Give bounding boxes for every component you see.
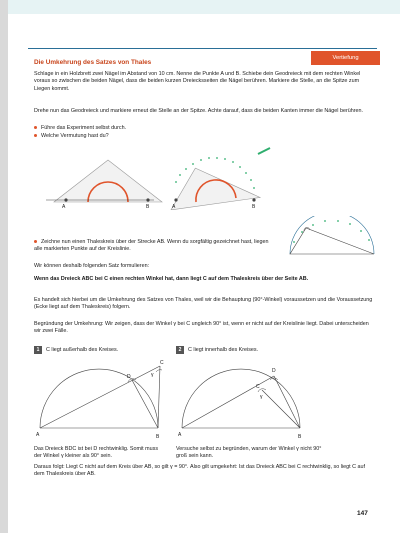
pencil-icon xyxy=(258,148,270,154)
bullet-2-text: Welche Vermutung hast du? xyxy=(41,133,109,139)
case-1-number: 1 xyxy=(34,346,42,354)
bullet-3-text: Zeichne nun einen Thaleskreis über der Strecke AB. Wenn du sorgfältig gezeichnet hast, liegen alle markierten Punkte auf der Kreislinie. xyxy=(34,239,269,253)
case-1-title: C liegt außerhalb des Kreises. xyxy=(46,347,119,353)
conclusion-lead: Wir können deshalb folgenden Satz formulieren: xyxy=(34,263,150,269)
nail-a-2 xyxy=(174,198,177,201)
top-band xyxy=(8,0,400,14)
bullet-1-text: Führe das Experiment selbst durch. xyxy=(41,125,127,131)
case-1-label-c: C xyxy=(160,360,164,366)
case-2-label-d: D xyxy=(272,368,276,374)
section-tab: Vertiefung xyxy=(311,51,380,65)
section-heading: Die Umkehrung des Satzes von Thales xyxy=(34,59,152,66)
intro-paragraph: Schlage in ein Holzbrett zwei Nägel im Abstand von 10 cm. Nenne die Punkte A und B. Schiebe dein Geodreieck mit dem rechten Winkel voraus so zwischen die beiden Nägel, dass die beiden kurzen Dreiecksseiten die Nägel berühren. Markiere die Stelle, an die Spitze zum Liegen kommt. xyxy=(34,71,361,92)
case-2-text: Versuche selbst zu begründen, warum der Winkel γ nicht 90° groß sein kann. xyxy=(176,446,322,460)
bullet-2 xyxy=(34,133,109,139)
thales-circle-figure xyxy=(286,216,378,258)
case-1-label-b: B xyxy=(156,434,160,440)
case-2-label-gamma: γ xyxy=(260,394,263,400)
reasoning: Begründung der Umkehrung: Wir zeigen, dass der Winkel γ bei C ungleich 90° ist, wenn er nicht auf der Kreislinie liegt. Dabei unterscheiden wir zwei Fälle. xyxy=(34,321,369,335)
bullet-3 xyxy=(34,239,274,254)
case-2-title: C liegt innerhalb des Kreises. xyxy=(188,347,259,353)
explanation: Es handelt sich hierbei um die Umkehrung des Satzes von Thales, weil wir die Behauptung (90°-Winkel) voraussetzen und die Voraussetzung (Ecke liegt auf dem Thaleskreis) folgern. xyxy=(34,297,373,311)
case-1-figure xyxy=(34,358,166,442)
bullet-dot xyxy=(34,126,37,129)
bullet-dot xyxy=(34,240,37,243)
final-conclusion: Daraus folgt: Liegt C nicht auf dem Kreis über AB, so gilt γ = 90°. Also gilt umgekehrt: Ist das Dreieck ABC bei C rechtwinklig, so liegt C auf dem Thaleskreis über AB. xyxy=(34,464,365,478)
case-1-label-gamma: γ xyxy=(151,372,154,378)
case-2-label-b: B xyxy=(298,434,302,440)
case-2-label-a: A xyxy=(178,432,182,438)
label-b-1: B xyxy=(146,204,150,210)
case-2-figure xyxy=(176,358,308,442)
case-1-label-d: D xyxy=(127,374,131,380)
nail-a xyxy=(64,198,67,201)
label-b-2: B xyxy=(252,204,256,210)
geodreieck-left xyxy=(46,160,162,202)
geodreieck-right xyxy=(166,160,260,210)
intro-paragraph-2: Drehe nun das Geodreieck und markiere erneut die Stelle an der Spitze. Achte darauf, dass die beiden Kanten immer die Nägel berühren. xyxy=(34,108,364,114)
label-a-2: A xyxy=(172,204,176,210)
case-1-label-a: A xyxy=(36,432,40,438)
case-2-number: 2 xyxy=(176,346,184,354)
page-number: 147 xyxy=(357,510,368,517)
top-rule xyxy=(28,48,377,49)
nail-b-2 xyxy=(252,198,255,201)
theorem: Wenn das Dreieck ABC bei C einen rechten Winkel hat, dann liegt C auf dem Thaleskreis über der Seite AB. xyxy=(34,276,309,282)
bullet-dot xyxy=(34,134,37,137)
label-a-1: A xyxy=(62,204,66,210)
geodreieck-illustration xyxy=(36,142,276,210)
bullet-1 xyxy=(34,125,126,131)
case-2-label-c: C xyxy=(256,384,260,390)
case-1-text: Das Dreieck BDC ist bei D rechtwinklig. Somit muss der Winkel γ kleiner als 90° sein. xyxy=(34,446,159,460)
nail-b xyxy=(146,198,149,201)
